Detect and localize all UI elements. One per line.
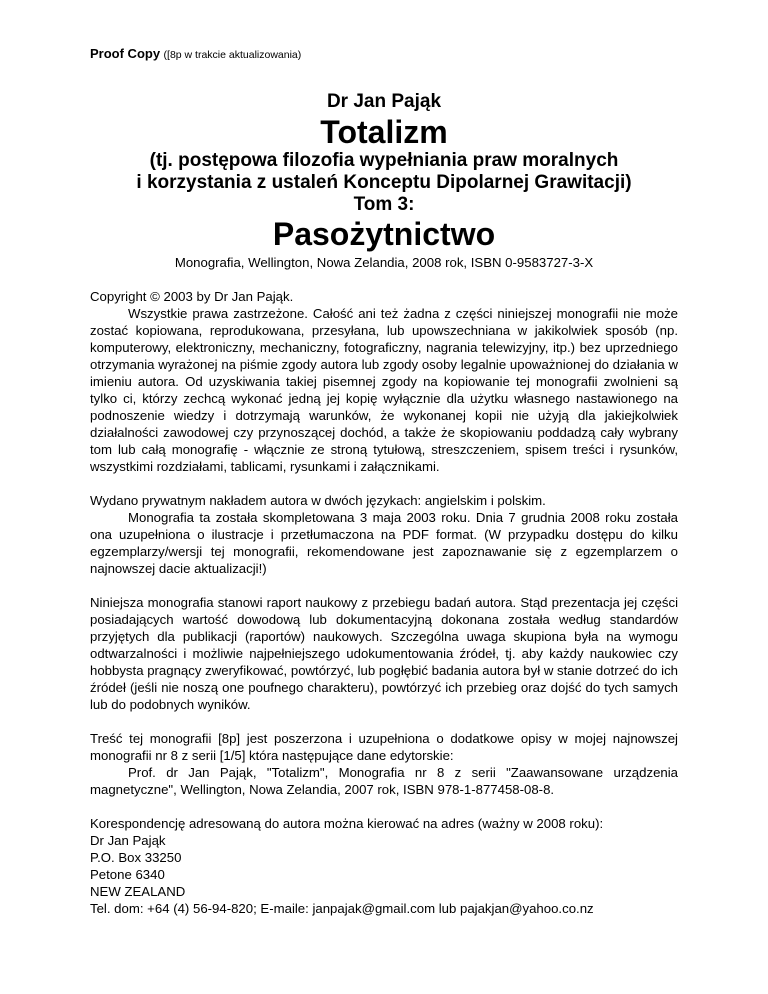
contact-name: Dr Jan Pająk [90,833,166,848]
edition-section [90,492,678,577]
proof-status: ([8p w trakcie aktualizowania) [163,49,302,61]
book-title: Totalizm [320,114,448,150]
extended-text: Treść tej monografii [8p] jest poszerzona i uzupełniona o dodatkowe opisy w mojej najnowszej monografii nr 8 z serii [1/5] która następujące dane edytorskie: [90,731,678,763]
report-section [90,594,678,713]
contact-country: NEW ZEALAND [90,884,186,899]
subtitle-line-1: (tj. postępowa filozofia wypełniania praw moralnych [149,150,619,171]
edition-line: Wydano prywatnym nakładem autora w dwóch językach: angielskim i polskim. [90,493,546,508]
copyright-section [90,288,678,475]
proof-label: Proof Copy [90,46,161,61]
copyright-line: Copyright © 2003 by Dr Jan Pająk. [90,289,294,304]
volume-title: Pasożytnictwo [272,216,496,252]
contact-section [90,815,678,917]
contact-phone-email: Tel. dom: +64 (4) 56-94-820; E-maile: janpajak@gmail.com lub pajakjan@yahoo.co.nz [90,901,594,916]
publication-info: Monografia, Wellington, Nowa Zelandia, 2008 rok, ISBN 0-9583727-3-X [174,255,594,270]
author-name: Dr Jan Pająk [326,91,442,112]
proof-copy-note [90,46,678,63]
volume-label: Tom 3: [353,194,415,215]
extended-reference: Prof. dr Jan Pająk, "Totalizm", Monografia nr 8 z serii "Zaawansowane urządzenia magnetyczne", Wellington, Nowa Zelandia, 2007 rok, ISBN 978-1-877458-08-8. [90,765,678,797]
contact-city: Petone 6340 [90,867,165,882]
title-page [90,46,678,917]
extended-section [90,730,678,798]
edition-text: Monografia ta została skompletowana 3 maja 2003 roku. Dnia 7 grudnia 2008 roku została ona uzupełniona o ilustracje i przetłumaczona na PDF format. (W przypadku dostępu do kilku egzemplarzy/wersji tej monografii, rekomendowane jest zapoznawanie się z egzemplarzem o najnowszej dacie aktualizacji!) [90,510,678,576]
subtitle-line-2: i korzystania z ustaleń Konceptu Dipolarnej Grawitacji) [136,172,632,193]
copyright-text: Wszystkie prawa zastrzeżone. Całość ani też żadna z części niniejszej monografii nie może zostać kopiowana, reprodukowana, przesyłana, lub upowszechniana w jakikolwiek sposób (np. komputerowy, elektroniczny, mechaniczny, fotograficzny, nagrania telewizyjny, itp.) bez uprzedniego otrzymania wyrażonej na piśmie zgody autora lub zgody osoby legalnie upoważnionej do działania w imieniu autora. Od uzyskiwania takiej pisemnej zgody na kopiowanie tej monografii zwolnieni są tylko ci, którzy zechcą wykonać jedną jej kopię wyłącznie dla użytku własnego nastawionego na podnoszenie wiedzy i dotrzymają warunków, że wykonanej kopii nie użyją dla jakiejkolwiek działalności zawodowej czy przynoszącej dochód, a także że skopiowaniu poddadzą cały wybrany tom lub całą monografię - włącznie ze stroną tytułową, streszczeniem, spisem treści i rysunków, wszystkimi rozdziałami, tablicami, rysunkami i załącznikami. [90,306,678,474]
contact-intro: Korespondencję adresowaną do autora można kierować na adres (ważny w 2008 roku): [90,816,604,831]
contact-box: P.O. Box 33250 [90,850,182,865]
report-text: Niniejsza monografia stanowi raport naukowy z przebiegu badań autora. Stąd prezentacja jej części posiadających wartość dowodową lub dokumentacyjną dokonana została według standardów przyjętych dla publikacji (raportów) naukowych. Szczególna uwaga skupiona była na wymogu odtwarzalności i możliwie najpełniejszego udokumentowania źródeł, tj. aby każdy naukowiec czy hobbysta pragnący zweryfikować, powtórzyć, lub pogłębić badania autora był w stanie dotrzeć do ich źródeł (jeśli nie noszą one poufnego charakteru), powtórzyć ich przebieg oraz dojść do tych samych lub do podobnych wyników. [90,595,678,712]
